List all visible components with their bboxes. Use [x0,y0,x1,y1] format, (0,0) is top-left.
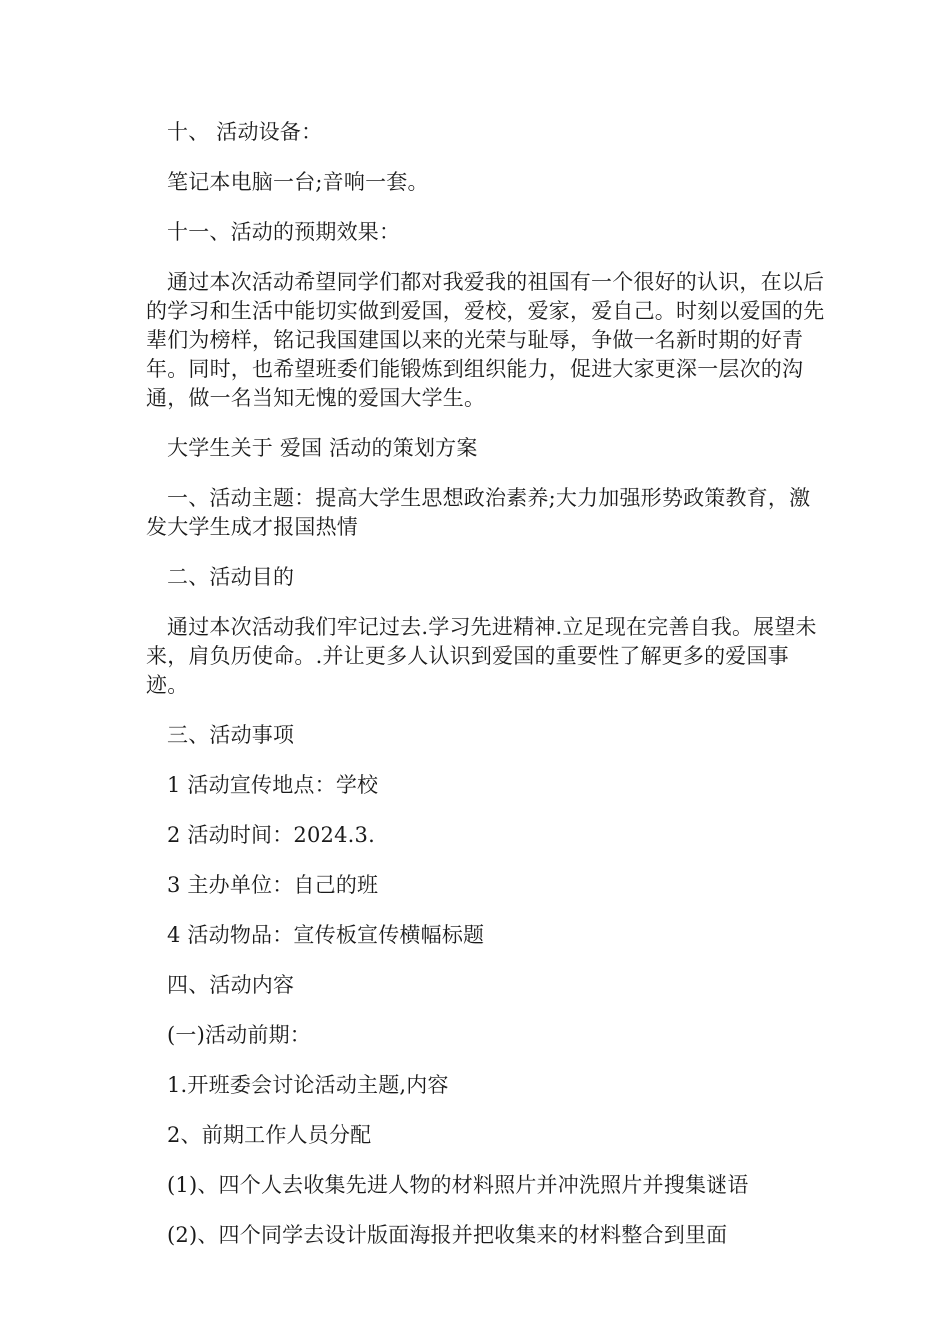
matter-time: 2 活动时间：2024.3. [167,823,375,847]
expected-effect-body: 通过本次活动希望同学们都对我爱我的祖国有一个很好的认识，在以后的学习和生活中能切实做到爱国，爱校，爱家，爱自己。时刻以爱国的先辈们为榜样，铭记我国建国以来的光荣与耻辱，争做一名新时期的好青年。同时，也希望班委们能锻炼到组织能力，促进大家更深一层次的沟通，做一名当知无愧的爱国大学生。 [146,270,825,410]
list-item: (2)、四个同学去设计版面海报并把收集来的材料整合到里面 [167,1223,728,1247]
section-theme: 一、活动主题：提高大学生思想政治素养;大力加强形势政策教育，激发大学生成才报国热情 [146,486,811,539]
section-heading-purpose: 二、活动目的 [167,565,295,589]
plan-title: 大学生关于 爱国 活动的策划方案 [167,436,478,460]
list-item: 2、前期工作人员分配 [167,1123,372,1147]
subsection-pre-activity: (一)活动前期： [167,1023,311,1047]
list-item: (1)、四个人去收集先进人物的材料照片并冲洗照片并搜集谜语 [167,1173,749,1197]
matter-organizer: 3 主办单位：自己的班 [167,873,379,897]
matter-location: 1 活动宣传地点：学校 [167,773,379,797]
list-item: 1.开班委会讨论活动主题,内容 [167,1073,449,1097]
document-page [146,118,826,1250]
purpose-body: 通过本次活动我们牢记过去.学习先进精神.立足现在完善自我。展望未来，肩负历使命。.并让更多人认识到爱国的重要性了解更多的爱国事迹。 [146,615,817,697]
section-heading-equipment: 十、 活动设备： [167,120,323,144]
section-heading-expected-effect: 十一、活动的预期效果： [167,220,401,244]
equipment-list: 笔记本电脑一台;音响一套。 [167,170,429,194]
section-heading-matters: 三、活动事项 [167,723,295,747]
matter-supplies: 4 活动物品：宣传板宣传横幅标题 [167,923,485,947]
section-heading-content: 四、活动内容 [167,973,295,997]
